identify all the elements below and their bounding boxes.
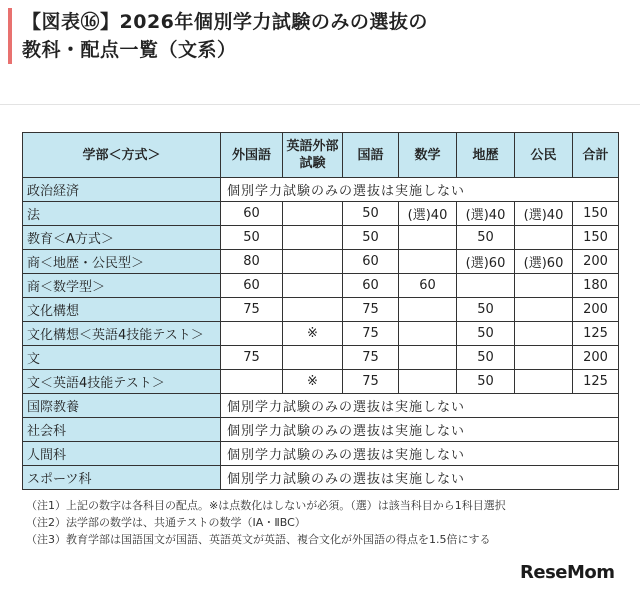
not-offered-note: 個別学力試験のみの選抜は実施しない <box>221 442 619 466</box>
score-cell: 50 <box>457 322 515 346</box>
table-row <box>23 250 619 274</box>
row-label: 人間科 <box>23 442 221 466</box>
score-cell: 60 <box>221 274 283 298</box>
title-line-2: 教科・配点一覧（文系） <box>22 39 237 61</box>
row-label: 商＜地歴・公民型＞ <box>23 250 221 274</box>
score-cell <box>515 370 573 394</box>
table-row <box>23 418 619 442</box>
title-line-1: 【図表⑯】2026年個別学力試験のみの選抜の <box>22 11 428 33</box>
score-cell <box>399 226 457 250</box>
score-cell: 75 <box>343 298 399 322</box>
score-cell <box>283 250 343 274</box>
score-cell: 200 <box>573 346 619 370</box>
score-cell: 180 <box>573 274 619 298</box>
row-label: 文化構想 <box>23 298 221 322</box>
score-cell: 80 <box>221 250 283 274</box>
column-header: 数学 <box>399 133 457 178</box>
score-cell: 50 <box>457 298 515 322</box>
table-row <box>23 178 619 202</box>
score-cell: 200 <box>573 298 619 322</box>
score-cell: 75 <box>343 370 399 394</box>
table-row <box>23 370 619 394</box>
resemom-logo <box>520 562 630 586</box>
score-cell: 50 <box>457 346 515 370</box>
title-block <box>8 8 562 64</box>
not-offered-note: 個別学力試験のみの選抜は実施しない <box>221 178 619 202</box>
table-row <box>23 226 619 250</box>
column-header: 外国語 <box>221 133 283 178</box>
header-row <box>23 133 619 178</box>
score-cell: (選)40 <box>457 202 515 226</box>
score-cell: 50 <box>343 202 399 226</box>
score-table <box>22 132 619 490</box>
score-cell: 150 <box>573 226 619 250</box>
not-offered-note: 個別学力試験のみの選抜は実施しない <box>221 394 619 418</box>
score-table-wrapper <box>22 132 618 490</box>
column-header: 合計 <box>573 133 619 178</box>
table-row <box>23 346 619 370</box>
score-cell: 60 <box>343 250 399 274</box>
row-label: 商＜数学型＞ <box>23 274 221 298</box>
score-cell: 60 <box>221 202 283 226</box>
score-cell: (選)60 <box>515 250 573 274</box>
row-label: 社会科 <box>23 418 221 442</box>
score-cell <box>457 274 515 298</box>
score-cell <box>283 274 343 298</box>
score-cell <box>515 226 573 250</box>
score-cell: 75 <box>221 346 283 370</box>
table-row <box>23 442 619 466</box>
score-cell <box>399 298 457 322</box>
score-cell: (選)60 <box>457 250 515 274</box>
row-label: 文＜英語4技能テスト＞ <box>23 370 221 394</box>
score-cell: 75 <box>221 298 283 322</box>
score-cell: 75 <box>343 322 399 346</box>
row-label: 教育＜A方式＞ <box>23 226 221 250</box>
score-cell: (選)40 <box>515 202 573 226</box>
column-header: 学部＜方式＞ <box>23 133 221 178</box>
table-row <box>23 322 619 346</box>
score-cell: 50 <box>457 226 515 250</box>
score-cell: 50 <box>221 226 283 250</box>
score-cell <box>221 322 283 346</box>
notes <box>26 497 626 548</box>
not-offered-note: 個別学力試験のみの選抜は実施しない <box>221 418 619 442</box>
score-cell: ※ <box>283 370 343 394</box>
footnote: （注2）法学部の数学は、共通テストの数学（ⅠA・ⅡBC） <box>26 516 306 529</box>
row-label: 政治経済 <box>23 178 221 202</box>
divider <box>0 104 640 105</box>
table-header <box>23 133 619 178</box>
score-cell <box>283 346 343 370</box>
table-row <box>23 298 619 322</box>
row-label: 文 <box>23 346 221 370</box>
score-cell <box>515 322 573 346</box>
score-cell <box>283 298 343 322</box>
score-cell: (選)40 <box>399 202 457 226</box>
not-offered-note: 個別学力試験のみの選抜は実施しない <box>221 466 619 490</box>
score-cell <box>283 202 343 226</box>
row-label: スポーツ科 <box>23 466 221 490</box>
table-row <box>23 466 619 490</box>
table-row <box>23 394 619 418</box>
table-row <box>23 202 619 226</box>
score-cell: 50 <box>343 226 399 250</box>
table-row <box>23 274 619 298</box>
score-cell: 60 <box>399 274 457 298</box>
score-cell: ※ <box>283 322 343 346</box>
score-cell: 125 <box>573 370 619 394</box>
score-cell: 50 <box>457 370 515 394</box>
score-cell <box>515 274 573 298</box>
score-cell <box>399 322 457 346</box>
row-label: 文化構想＜英語4技能テスト＞ <box>23 322 221 346</box>
row-label: 法 <box>23 202 221 226</box>
score-cell <box>399 250 457 274</box>
footnote: （注3）教育学部は国語国文が国語、英語英文が英語、複合文化が外国語の得点を1.5倍にする <box>26 533 491 546</box>
score-cell <box>221 370 283 394</box>
score-cell <box>399 346 457 370</box>
score-cell: 150 <box>573 202 619 226</box>
score-cell <box>283 226 343 250</box>
logo-text: ReseMom <box>520 562 615 583</box>
row-label: 国際教養 <box>23 394 221 418</box>
score-cell: 125 <box>573 322 619 346</box>
column-header: 地歴 <box>457 133 515 178</box>
score-cell <box>515 346 573 370</box>
column-header: 公民 <box>515 133 573 178</box>
table-body <box>23 178 619 490</box>
score-cell: 60 <box>343 274 399 298</box>
footnote: （注1）上記の数字は各科目の配点。※は点数化はしないが必須。（選）は該当科目から1科目選択 <box>26 499 506 512</box>
score-cell <box>515 298 573 322</box>
column-header: 国語 <box>343 133 399 178</box>
score-cell <box>399 370 457 394</box>
column-header: 英語外部試験 <box>283 133 343 178</box>
score-cell: 75 <box>343 346 399 370</box>
score-cell: 200 <box>573 250 619 274</box>
